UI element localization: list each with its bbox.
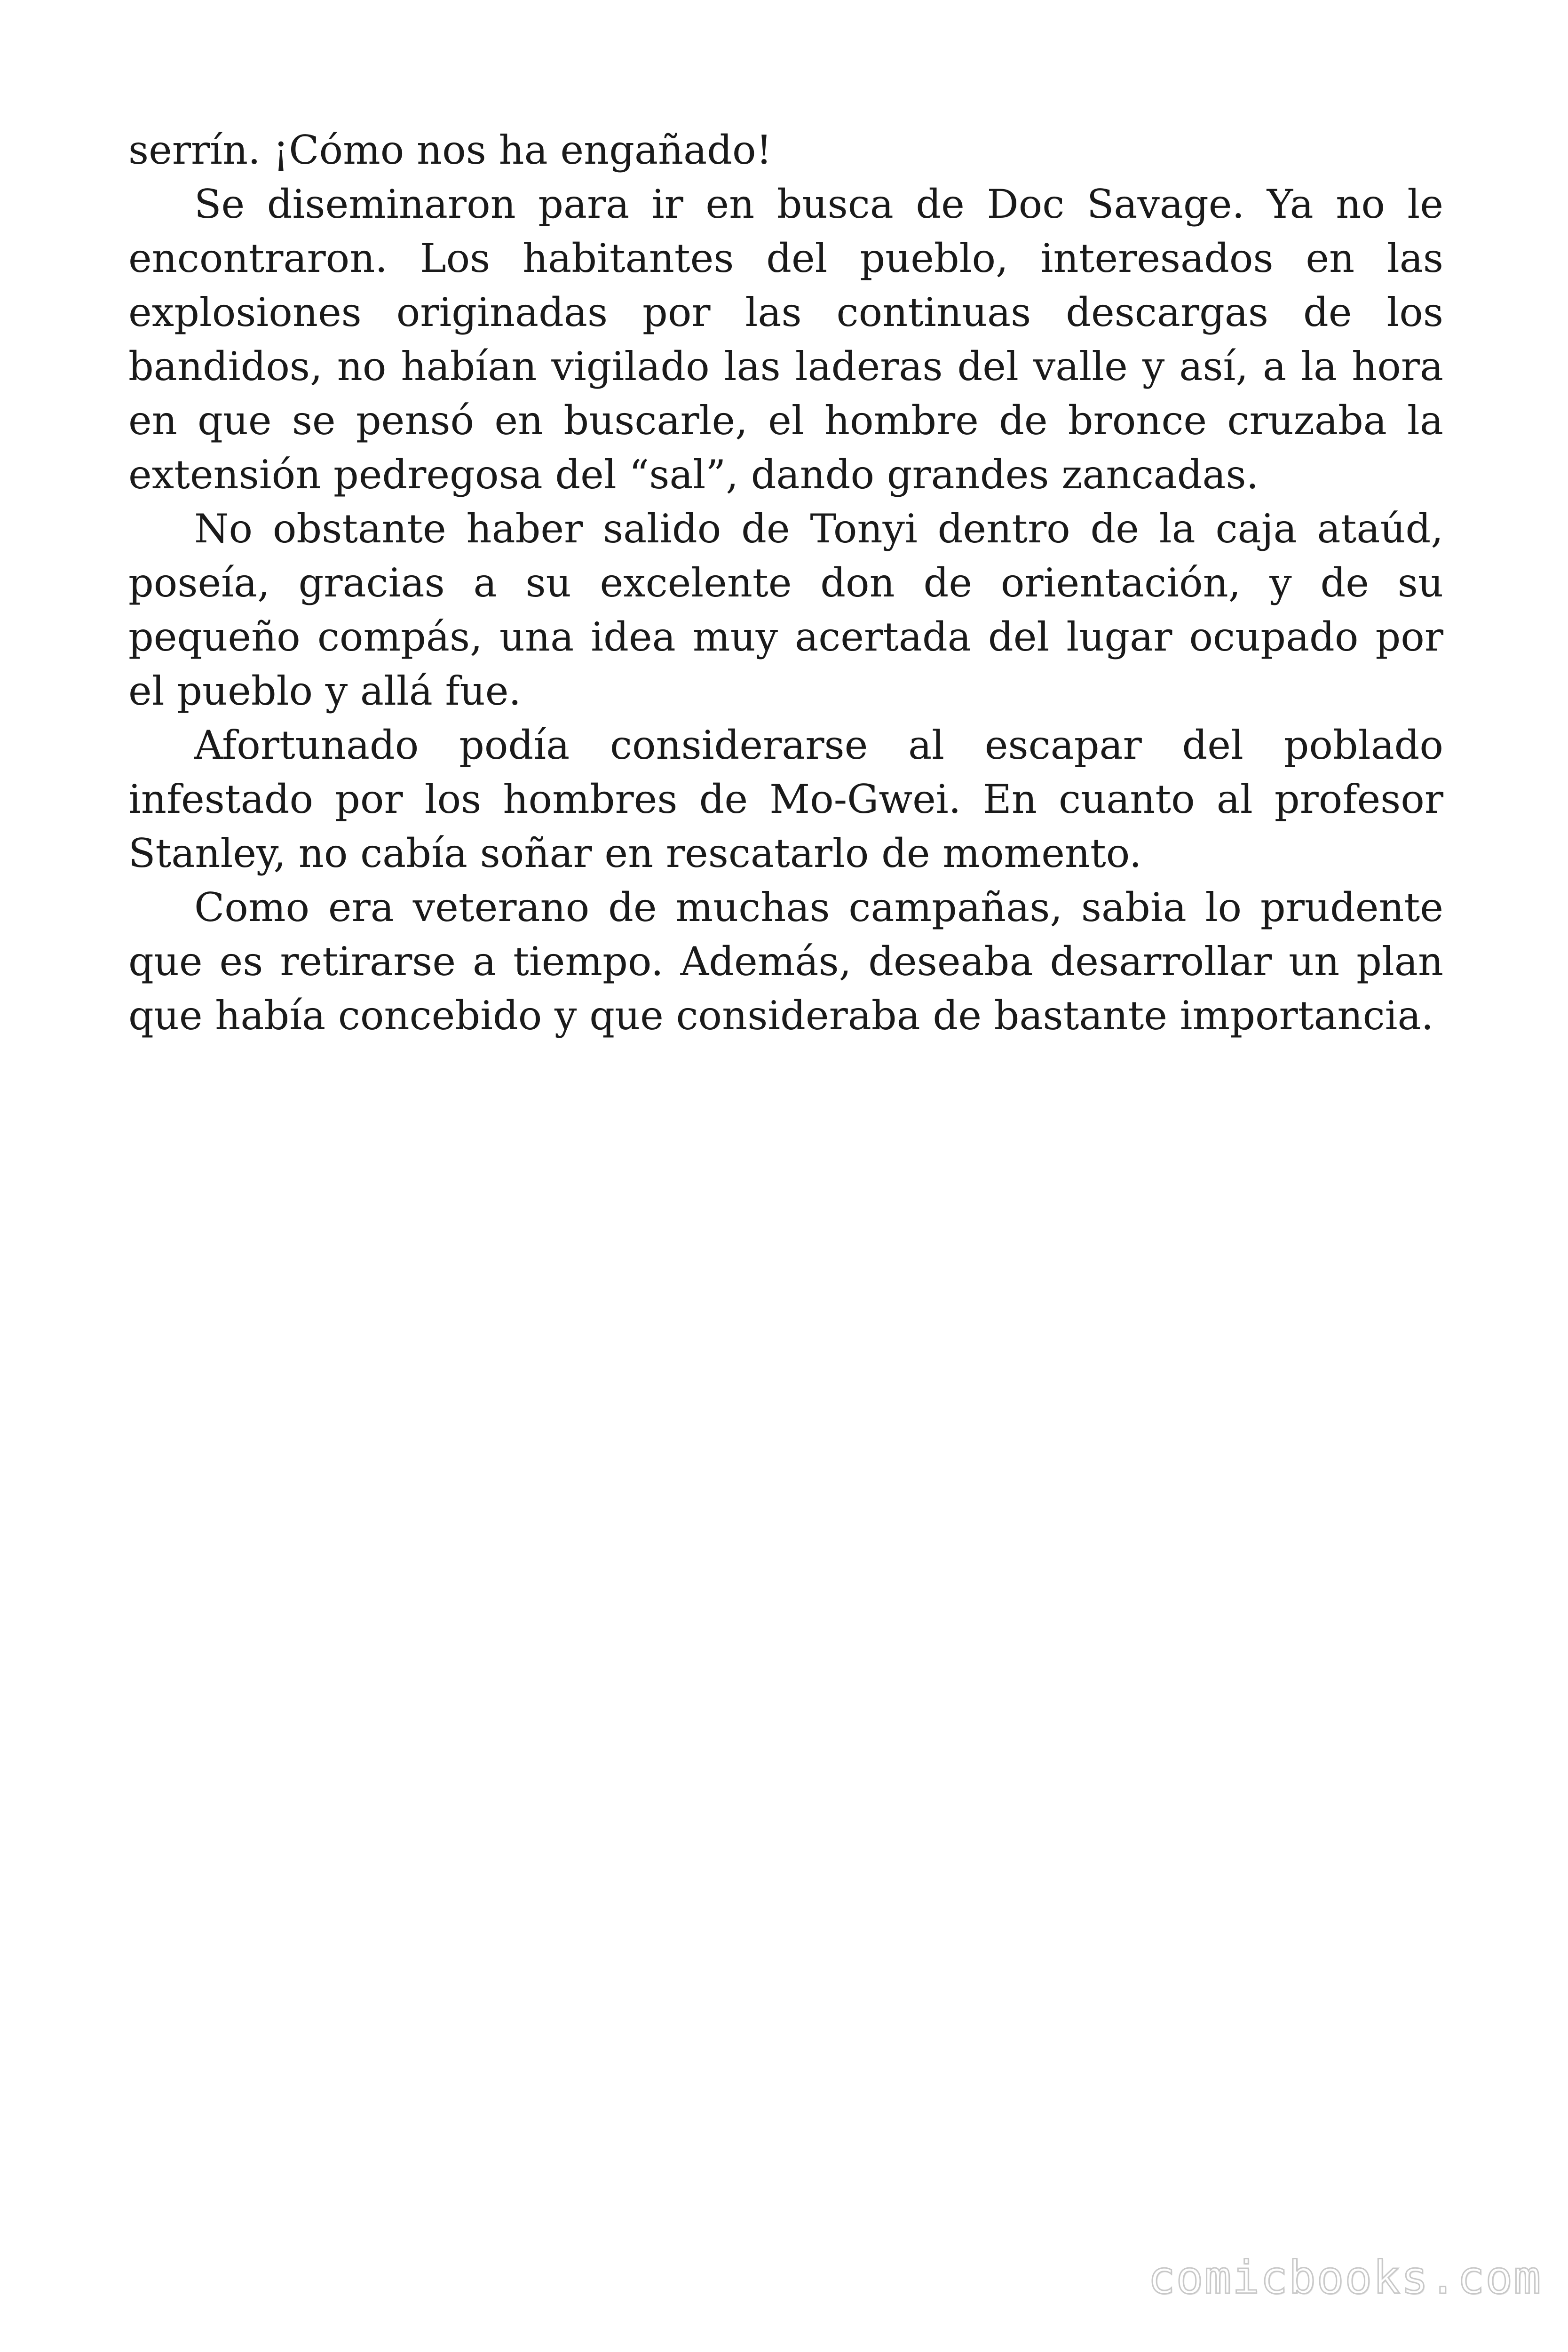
- paragraph: Como era veterano de muchas campañas, sabia lo prudente que es retirarse a tiempo. Además, deseaba desarrollar un plan que había concebido y que consideraba de bastante importancia.: [128, 884, 1443, 1039]
- paragraph: No obstante haber salido de Tonyi dentro de la caja ataúd, poseía, gracias a su excelente don de orientación, y de su pequeño compás, una idea muy acertada del lugar ocupado por el pueblo y allá fue.: [128, 506, 1443, 714]
- paragraph-continuation: serrín. ¡Cómo nos ha engañado!: [128, 127, 772, 173]
- paragraph: Se diseminaron para ir en busca de Doc Savage. Ya no le encontraron. Los habitantes del pueblo, interesados en las explosiones originadas por las continuas descargas de los bandidos, no habían vigilado las laderas del valle y así, a la hora en que se pensó en buscarle, el hombre de bronce cruzaba la extensión pedregosa del “sal”, dando grandes zancadas.: [128, 181, 1443, 498]
- page-body: [128, 123, 1443, 1043]
- paragraph: Afortunado podía considerarse al escapar del poblado infestado por los hombres de Mo-Gwei. En cuanto al profesor Stanley, no cabía soñar en rescatarlo de momento.: [128, 722, 1443, 876]
- watermark-text: comicbooks.com: [1148, 2251, 1542, 2304]
